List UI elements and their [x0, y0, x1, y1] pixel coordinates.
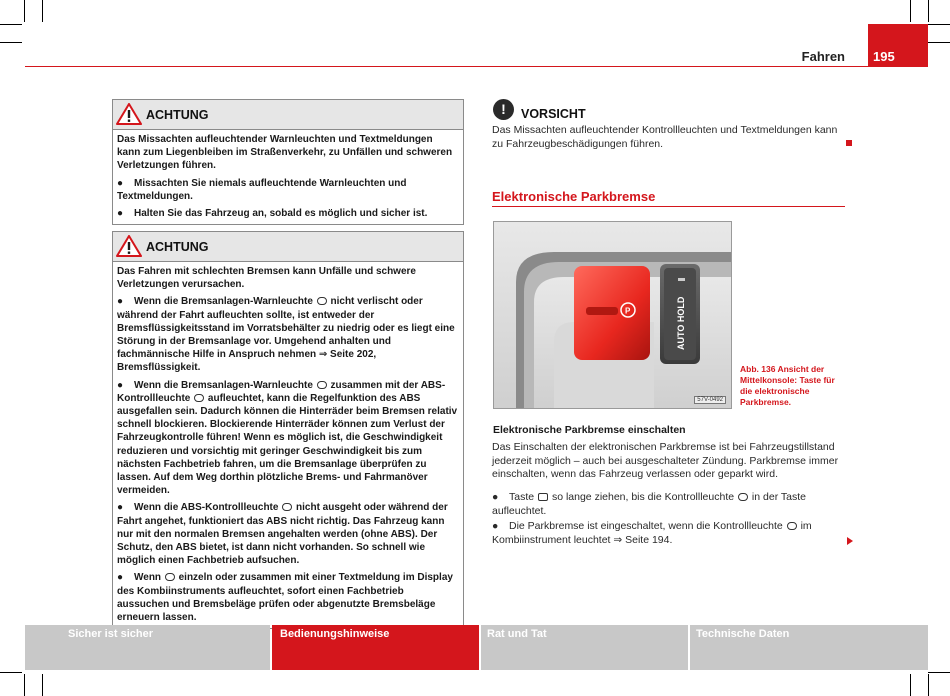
- section-title: Elektronische Parkbremse: [492, 189, 656, 204]
- crop-mark: [928, 0, 929, 22]
- crop-mark: [928, 24, 950, 25]
- crop-mark: [0, 42, 22, 43]
- bullet-icon: ●: [117, 379, 124, 391]
- brake-pad-wear-icon: [165, 573, 175, 581]
- list-item: ● Wenn die Bremsanlagen-Warnleuchte zusammen mit der ABS-Kontrollleuchte aufleuchtet, kann die Regelfunktion des ABS ausgefallen sein. Dadurch können die Hinterräder beim Bremsen relativ schnell blockieren. Blockierende Hinterräder können zum Verlust der Fahrzeugkontrolle führen! Wenn es möglich ist, die Geschwindigkeit reduzieren und vorsichtig mit geringer Geschwindigkeit bis zum nächsten Fachbetrieb fahren, um die Bremsanlage überprüfen zu lassen. Auf dem Weg dorthin plötzliche Brems- und Fahrmanöver vermeiden.: [117, 379, 458, 497]
- figure-caption: Abb. 136 Ansicht der Mittelkonsole: Taste für die elektronische Parkbremse.: [740, 364, 835, 407]
- auto-hold-label: AUTO HOLD: [676, 296, 686, 350]
- subsection-text: Das Einschalten der elektronischen Parkbremse ist bei Fahrzeugstillstand jederzeit möglich – auch bei ausgeschalteter Zündung. Parkbremse immer einschalten, wenn das Fahrzeug verlassen oder geparkt wird.: [492, 441, 839, 480]
- crop-mark: [24, 674, 25, 696]
- warning-title: ACHTUNG: [146, 108, 209, 122]
- bullet-icon: ●: [117, 502, 124, 514]
- page-number: 195: [868, 24, 928, 67]
- parking-brake-button-icon: [538, 493, 548, 501]
- crop-mark: [0, 24, 22, 25]
- crop-mark: [0, 672, 22, 673]
- bullet-icon: ●: [117, 177, 124, 189]
- bullet-icon: ●: [117, 296, 124, 308]
- list-item: ● Wenn die Bremsanlagen-Warnleuchte nicht verlischt oder während der Fahrt aufleuchten sollte, ist entweder der Bremsflüssigkeitsstand im Vorratsbehälter zu niedrig oder es liegt eine Störung in der Bremsanlage vor. Umgehend anhalten und fachmännische Hilfe in Anspruch nehmen ⇒ Seite 202, Bremsflüssigkeit.: [117, 296, 455, 374]
- footer-tab-bedienung[interactable]: Bedienungshinweise: [272, 625, 479, 670]
- brake-warning-icon: [317, 297, 327, 305]
- center-console-illustration: [494, 222, 732, 409]
- figure-parking-brake: [493, 221, 732, 409]
- abs-warning-icon: [282, 503, 292, 511]
- bullet-icon: ●: [117, 208, 124, 220]
- crop-mark: [910, 0, 911, 22]
- list-item: ● Wenn die ABS-Kontrollleuchte nicht ausgeht oder während der Fahrt angehet, funktioniert das ABS nicht richtig. Das Fahrzeug kann nur mit den normalen Bremsen angehalten werden (ohne ABS). Der Schutz, den ABS bietet, ist dann nicht vorhanden. So schnell wie möglich einen Fachbetrieb aufsuchen.: [117, 502, 448, 567]
- bullet-icon: ●: [492, 491, 499, 503]
- parking-brake-light-icon: [738, 493, 748, 501]
- list-item: ● Die Parkbremse ist eingeschaltet, wenn die Kontrollleuchte im Kombiinstrument leuchtet ⇒ Seite 194.: [492, 520, 812, 546]
- bullet-icon: ●: [117, 572, 124, 584]
- warning-body: [113, 130, 463, 224]
- svg-text:P: P: [625, 306, 631, 316]
- figure-code: 57V-0492: [694, 396, 726, 404]
- warning-header: [113, 100, 463, 130]
- footer-tab-sicher[interactable]: Sicher ist sicher: [25, 625, 270, 670]
- abs-warning-icon: [194, 394, 204, 402]
- caution-icon: !: [493, 99, 514, 120]
- crop-mark: [42, 0, 43, 22]
- section-rule: [492, 206, 845, 207]
- list-item: ● Missachten Sie niemals aufleuchtende Warnleuchten und Textmeldungen.: [117, 177, 407, 202]
- caution-title: VORSICHT: [521, 107, 586, 121]
- list-item: ● Halten Sie das Fahrzeug an, sobald es möglich und sicher ist.: [117, 208, 428, 220]
- warning-intro: Das Fahren mit schlechten Bremsen kann Unfälle und schwere Verletzungen verursachen.: [117, 266, 416, 291]
- header-rule: [25, 66, 928, 67]
- crop-mark: [24, 0, 25, 22]
- warning-box: [112, 231, 464, 629]
- subsection-title: Elektronische Parkbremse einschalten: [493, 424, 686, 436]
- section-end-icon: [846, 140, 852, 146]
- crop-mark: [928, 42, 950, 43]
- crop-mark: [928, 674, 929, 696]
- footer-tab-technik[interactable]: Technische Daten: [690, 625, 928, 670]
- warning-title: ACHTUNG: [146, 240, 209, 254]
- bullet-icon: ●: [492, 520, 499, 532]
- footer-tab-rat[interactable]: Rat und Tat: [481, 625, 688, 670]
- warning-body: [113, 262, 463, 628]
- continue-arrow-icon: [847, 537, 853, 545]
- warning-triangle-icon: [116, 103, 142, 125]
- crop-mark: [928, 672, 950, 673]
- warning-box: [112, 99, 464, 225]
- crop-mark: [910, 674, 911, 696]
- page-section-title: Fahren: [801, 49, 845, 64]
- list-item: ● Wenn einzeln oder zusammen mit einer Textmeldung im Display des Kombiinstruments aufleuchtet, sofort einen Fachbetrieb aussuchen und Bremsbeläge prüfen oder abgenutzte Bremsbeläge erneuern lassen.: [117, 572, 453, 624]
- warning-intro: Das Missachten aufleuchtender Warnleuchten und Textmeldungen kann zum Liegenbleiben im Straßenverkehr, zu Unfällen und schweren Verletzungen führen.: [117, 134, 453, 172]
- brake-warning-icon: [317, 381, 327, 389]
- warning-triangle-icon: [116, 235, 142, 257]
- list-item: ● Taste so lange ziehen, bis die Kontrollleuchte in der Taste aufleuchtet.: [492, 491, 807, 517]
- crop-mark: [42, 674, 43, 696]
- warning-header: [113, 232, 463, 262]
- parking-brake-light-icon: [787, 522, 797, 530]
- caution-text: Das Missachten aufleuchtender Kontrollleuchten und Textmeldungen kann zu Fahrzeugbeschädigungen führen.: [492, 124, 838, 150]
